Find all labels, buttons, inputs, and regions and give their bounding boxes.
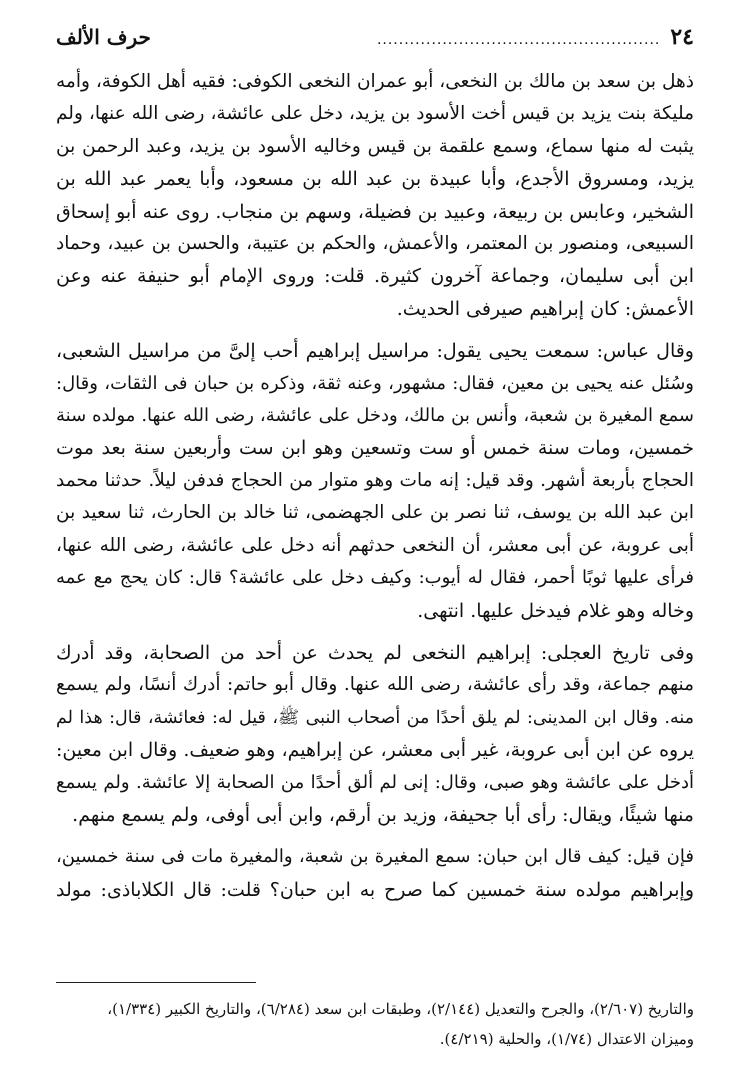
- chapter-title: حرف الألف: [56, 25, 151, 49]
- text-line: يروه عن ابن أبى عروبة، غير أبى معشر، عن إبراهيم، وهو ضعيف. وقال ابن معين:: [56, 739, 694, 762]
- paragraph-3: [56, 637, 694, 831]
- page-number: ٢٤: [670, 24, 694, 50]
- text-line: السبيعى، ومنصور بن المعتمر، والأعمش، والحكم بن عتيبة، والحسن بن عبيد، وحماد: [56, 233, 694, 255]
- text-line: وإبراهيم مولده سنة خمسين كما صرح به ابن حبان؟ قلت: قال الكلاباذى: مولد: [56, 878, 694, 901]
- paragraph-1: [56, 66, 694, 325]
- text-line: مليكة بنت يزيد بن قيس أخت الأسود بن يزيد، دخل على عائشة، رضى الله عنها، ولم: [56, 103, 694, 125]
- text-line: فإن قيل: كيف قال ابن حبان: سمع المغيرة بن شعبة، والمغيرة مات فى سنة خمسين،: [56, 846, 694, 868]
- footnotes: [56, 994, 694, 1054]
- footnote-line: والتاريخ (٢/٦٠٧)، والجرح والتعديل (٢/١٤٤)، وطبقات ابن سعد (٦/٢٨٤)، والتاريخ الكبير (١/٣٣٤)،: [107, 1000, 694, 1018]
- document-page: [56, 22, 694, 1072]
- text-line: وفى تاريخ العجلى: إبراهيم النخعى لم يحدث عن أحد من الصحابة، وقد أدرك: [56, 641, 694, 664]
- footnote-separator: [56, 982, 256, 983]
- text-line: فرأى عليها ثوبًا أحمر، فقال له أيوب: وكيف دخل على عائشة؟ قال: كان يحج مع عمه: [56, 567, 694, 589]
- text-line: منهم جماعة، وقد رأى عائشة، رضى الله عنها. وقال أبو حاتم: أدرك أنسًا، ولم يسمع: [56, 674, 694, 696]
- text-line: ذهل بن سعد بن مالك بن النخعى، أبو عمران النخعى الكوفى: فقيه أهل الكوفة، وأمه: [56, 71, 694, 92]
- paragraph-2: [56, 335, 694, 627]
- text-line: الحجاج بأربعة أشهر. وقد قيل: إنه مات وهو متوار من الحجاج فدفن ليلاً. حدثنا محمد: [56, 469, 694, 491]
- paragraph-4: [56, 841, 694, 906]
- dot-leader: ....................................................: [376, 32, 661, 48]
- footnote-line: وميزان الاعتدال (١/٧٤)، والحلية (٤/٢١٩).: [439, 1030, 694, 1048]
- text-line: ابن عبد الله بن يوسف، ثنا نصر بن على الجهضمى، ثنا خالد بن الحارث، ثنا سعيد بن: [56, 502, 694, 524]
- text-line: منها شيئًا، ويقال: رأى أبا جحيفة، وزيد بن أرقم، وابن أبى أوفى، ولم يسمع منهم.: [72, 803, 694, 826]
- text-line: الشخير، وعابس بن ربيعة، وعبيد بن فضيلة، وسهم بن منجاب. روى عنه أبو إسحاق: [56, 200, 694, 223]
- text-line: أدخل على عائشة وهو صبى، وقال: إنى لم ألق أحدًا من الصحابة إلا عائشة. ولم يسمع: [56, 771, 694, 793]
- text-line: سمع المغيرة بن شعبة، وأنس بن مالك، ودخل على عائشة، رضى الله عنها. مولده سنة: [56, 405, 694, 427]
- body-text: [56, 66, 694, 906]
- text-line: يزيد، ومسروق الأجدع، وأبا عبيدة بن عبد الله بن مسعود، وأبا يعمر عبد الله بن: [56, 168, 694, 191]
- text-line: خمسين، ومات سنة خمس أو ست وتسعين وهو ابن ست وأربعين سنة بعد موت: [56, 437, 694, 460]
- running-head: [56, 22, 694, 56]
- text-line: أبى عروبة، عن أبى معشر، أن النخعى حدثهم أنه دخل على عائشة، رضى الله عنها،: [56, 534, 694, 556]
- text-line: ابن أبى سليمان، وجماعة آخرون كثيرة. قلت: وروى الإمام أبو حنيفة عنه وعن: [56, 265, 694, 288]
- text-line: وقال عباس: سمعت يحيى يقول: مراسيل إبراهيم أحب إلىَّ من مراسيل الشعبى،: [56, 340, 694, 363]
- text-line: يثبت له منها سماع، وسمع علقمة بن قيس وخاليه الأسود بن يزيد، وعبد الرحمن بن: [56, 135, 694, 157]
- text-line: منه. وقال ابن المدينى: لم يلق أحدًا من أصحاب النبى ﷺ، قيل له: فعائشة، قال: هذا لم: [56, 707, 694, 728]
- text-line: وسُئل عنه يحيى بن معين، فقال: مشهور، وعنه ثقة، وذكره بن حبان فى الثقات، وقال:: [56, 372, 694, 394]
- text-line: الأعمش: كان إبراهيم صيرفى الحديث.: [396, 297, 694, 320]
- text-line: وخاله وهو غلام فيدخل عليها. انتهى.: [417, 599, 694, 622]
